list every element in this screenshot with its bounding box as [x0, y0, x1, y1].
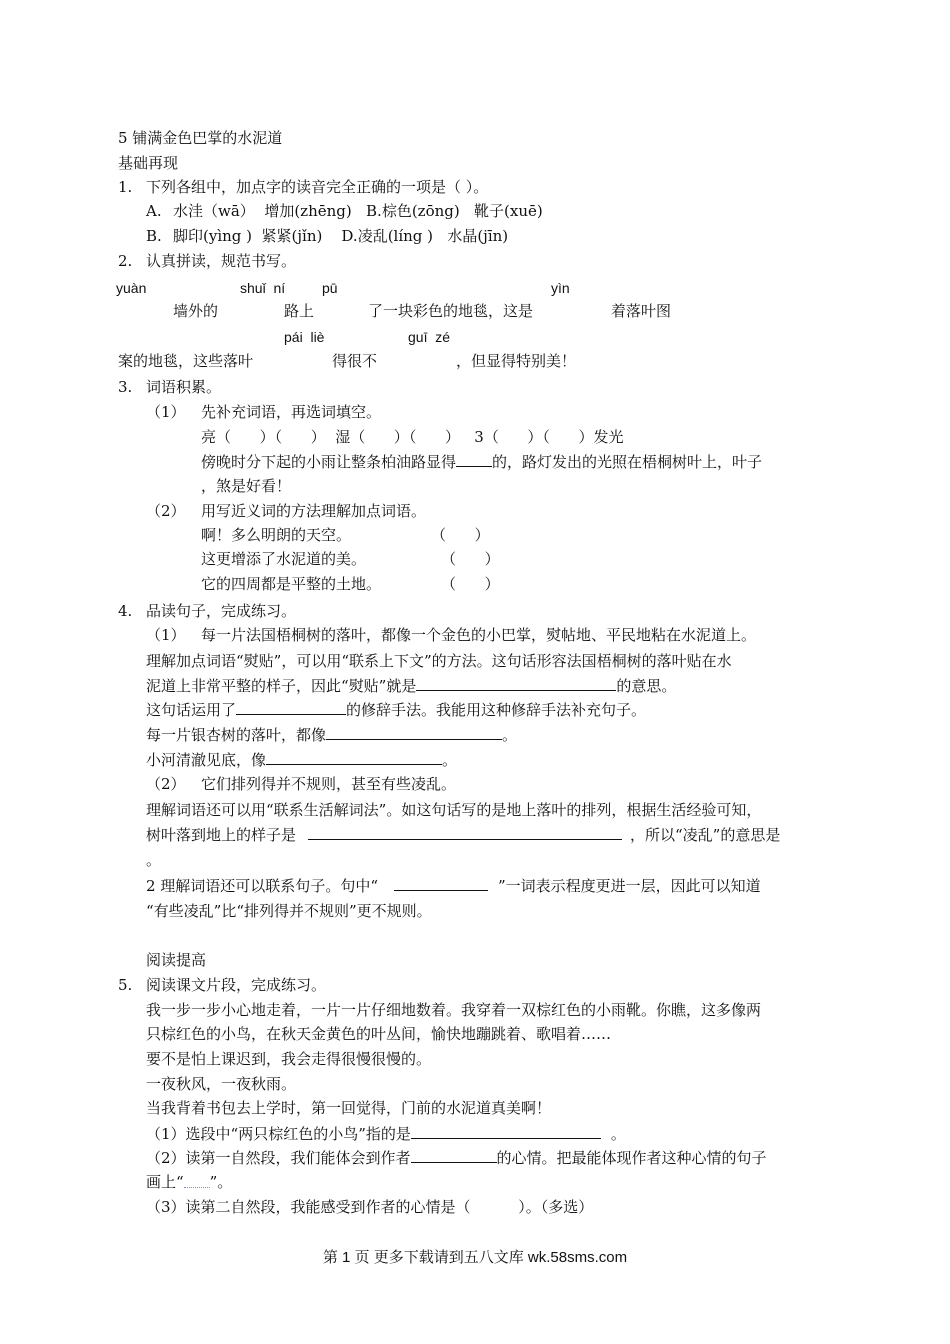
q4-para-8: 。 — [146, 851, 162, 869]
q4-para-10: “有些凌乱”比“排列得并不规则”更不规则。 — [146, 902, 432, 920]
q1-number: 1. — [118, 178, 133, 196]
pinyin-2: shuǐ ní — [240, 280, 286, 296]
q4-para-5: 小河清澈见底，像 。 — [146, 751, 458, 769]
q1-option-b: 脚印(yìng ) 紧紧(jǐn) D.凌乱(líng ) 水晶(jīn) — [173, 227, 509, 245]
q3-stem: 词语积累。 — [146, 378, 222, 396]
q5-reading-line-4: 一夜秋风，一夜秋雨。 — [146, 1075, 297, 1093]
q5-reading-line-5: 当我背着书包去上学时，第一回觉得，门前的水泥道真美啊！ — [146, 1099, 552, 1117]
wavy-underline-mark — [184, 1179, 210, 1188]
q2-text-6: 得很不 — [332, 352, 378, 370]
q4-sub1-label: （1） — [146, 626, 186, 644]
q3-item-b-paren: （ ） — [441, 550, 500, 568]
q4-sub2-text: 它们排列得并不规则，甚至有些凌乱。 — [201, 775, 457, 793]
q3-item-a-paren: （ ） — [431, 526, 490, 544]
q3-item-c: 它的四周都是平整的土地。 — [201, 575, 382, 593]
q3-number: 3. — [118, 378, 133, 396]
q1-option-a-label: A. — [146, 202, 162, 220]
q4-para-4: 每一片银杏树的落叶，都像 。 — [146, 726, 518, 744]
q3-fill-sentence: 傍晚时分下起的小雨让整条柏油路显得 的，路灯发出的光照在梧桐树叶上，叶子 — [201, 453, 763, 471]
q1-option-a: 水洼（wā） 增加(zhēng) B.棕色(zōng) 靴子(xuē) — [173, 202, 543, 220]
pinyin-1: yuàn — [116, 280, 147, 296]
q5-reading-line-1: 我一步一步小心地走着，一片一片仔细地数着。我穿着一双棕红色的小雨靴。你瞧，这多像两 — [146, 1001, 762, 1019]
q4-sub2-label: （2） — [146, 775, 186, 793]
q2-text-2: 路上 — [284, 302, 315, 320]
q1-option-b-label: B. — [146, 227, 162, 245]
section-heading-basic: 基础再现 — [118, 154, 179, 172]
q3-item-b: 这更增添了水泥道的美。 — [201, 550, 367, 568]
pinyin-5: pái liè — [284, 329, 325, 345]
q5-stem: 阅读课文片段，完成练习。 — [146, 976, 327, 994]
q1-stem: 下列各组中，加点字的读音完全正确的一项是（ ）。 — [146, 178, 489, 196]
q4-sub1-text: 每一片法国梧桐树的落叶，都像一个金色的小巴掌，熨帖地、平民地粘在水泥道上。 — [201, 626, 757, 644]
q5-reading-line-3: 要不是怕上课迟到，我会走得很慢很慢的。 — [146, 1050, 432, 1068]
q5-answer-2-cont: 画上“ ”。 — [146, 1173, 233, 1191]
q2-stem: 认真拼读，规范书写。 — [146, 252, 297, 270]
q4-para-1: 理解加点词语“熨贴”，可以用“联系上下文”的方法。这句话形容法国梧桐树的落叶贴在水 — [146, 652, 732, 670]
q3-sub2-text: 用写近义词的方法理解加点词语。 — [201, 502, 427, 520]
q5-answer-2: （2）读第一自然段，我们能体会到作者 的心情。把最能体现作者这种心情的句子 — [146, 1149, 767, 1167]
q4-para-3: 这句话运用了 的修辞手法。我能用这种修辞手法补充句子。 — [146, 701, 647, 719]
section-heading-reading: 阅读提高 — [146, 951, 207, 969]
q3-item-c-paren: （ ） — [441, 575, 500, 593]
q3-item-a: 啊！多么明朗的天空。 — [201, 526, 352, 544]
q3-sub2-label: （2） — [146, 502, 186, 520]
q3-sub1-label: （1） — [146, 403, 186, 421]
pinyin-6: guī zé — [408, 329, 451, 345]
q4-para-7: 树叶落到地上的样子是 ，所以“凌乱”的意思是 — [146, 826, 781, 844]
pinyin-4: yìn — [551, 280, 570, 296]
page-footer: 第 1 页 更多下载请到五八文库 wk.58sms.com — [322, 1249, 628, 1266]
q4-number: 4. — [118, 602, 133, 620]
q3-fill-sentence-end: ，煞是好看！ — [201, 477, 292, 495]
q5-answer-3: （3）读第二自然段，我能感受到作者的心情是（ ）。（多选） — [146, 1198, 594, 1216]
q2-text-5: 案的地毯，这些落叶 — [118, 352, 254, 370]
q2-number: 2. — [118, 252, 133, 270]
q2-text-1: 墙外的 — [173, 302, 219, 320]
q5-reading-line-2: 只棕红色的小鸟，在秋天金黄色的叶丛间，愉快地蹦跳着、歌唱着…… — [146, 1025, 612, 1043]
pinyin-3: pū — [322, 280, 338, 296]
q2-text-7: ，但显得特别美！ — [456, 352, 577, 370]
page-title: 5 铺满金色巴掌的水泥道 — [118, 129, 283, 147]
q4-para-6: 理解词语还可以用“联系生活解词法”。如这句话写的是地上落叶的排列，根据生活经验可知， — [146, 801, 762, 819]
q4-para-2: 泥道上非常平整的样子，因此“熨贴”就是 的意思。 — [146, 677, 677, 695]
q5-number: 5. — [118, 976, 133, 994]
q2-text-4: 着落叶图 — [611, 302, 672, 320]
q3-sub1-text: 先补充词语，再选词填空。 — [201, 403, 382, 421]
q2-text-3: 了一块彩色的地毯，这是 — [368, 302, 534, 320]
q3-word-blanks: 亮（ ）（ ） 湿（ ）（ ） 3（ ）（ ）发光 — [201, 428, 624, 446]
q4-para-9: 2 理解词语还可以联系句子。句中“ ”一词表示程度更进一层，因此可以知道 — [146, 877, 761, 895]
q4-stem: 品读句子，完成练习。 — [146, 602, 297, 620]
q5-answer-1: （1）选段中“两只棕红色的小鸟”指的是 。 — [146, 1125, 626, 1143]
